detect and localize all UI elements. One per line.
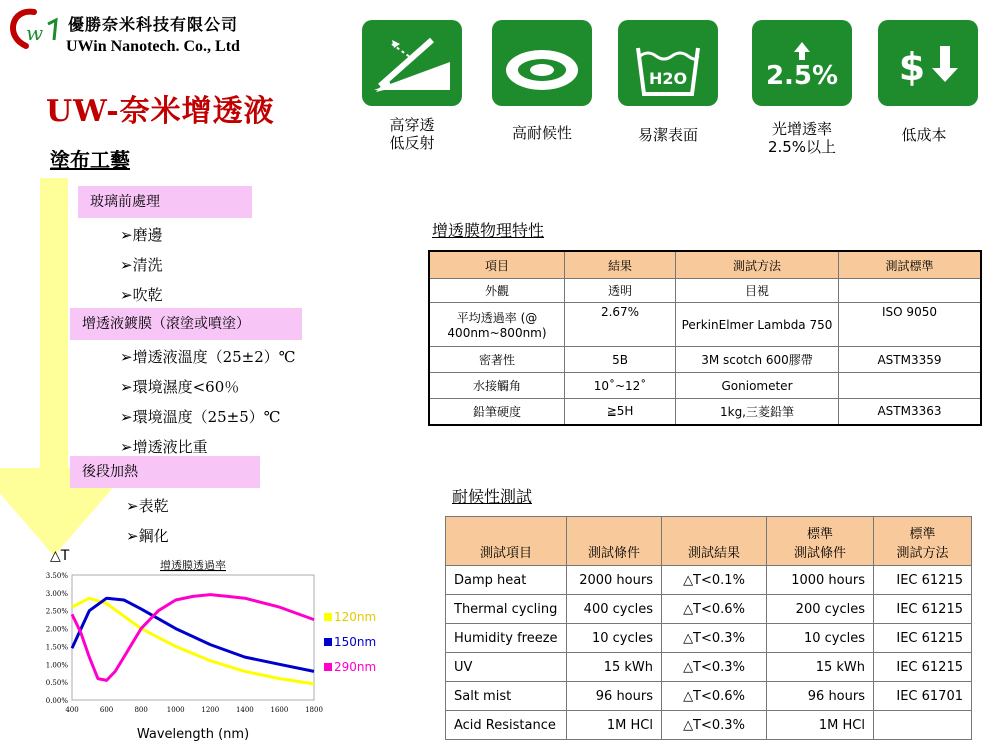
table-cell: △T<0.3% (662, 653, 767, 682)
x-tick-label: 1800 (305, 706, 323, 714)
table-row (446, 711, 972, 740)
table-cell: UV (446, 653, 567, 682)
y-tick-label: 2.50% (45, 607, 68, 616)
process-item: ➢環境濕度<60％ (120, 378, 240, 396)
chart-title: 增透膜透過率 (160, 559, 226, 572)
physical-properties-table (428, 250, 982, 426)
h2o-basin-icon (618, 20, 718, 106)
svg-text:2.5%: 2.5% (765, 61, 839, 91)
weather-test-table (445, 516, 972, 740)
x-tick-label: 800 (134, 706, 148, 714)
table-cell: Thermal cycling (446, 595, 567, 624)
process-item: ➢增透液溫度（25±2）℃ (120, 348, 296, 366)
process-step-3: 後段加熱 (70, 456, 260, 488)
table-row: 水接觸角 10˚~12˚ Goniometer (429, 373, 981, 399)
table-row: 鉛筆硬度 ≧5H 1kg,三菱鉛筆 ASTM3363 (429, 399, 981, 425)
table-cell: 1000 hours (767, 566, 874, 595)
feature-label-2: 高耐候性 (511, 124, 572, 142)
y-tick-label: 0.00% (45, 697, 68, 705)
y-axis-label: △T (50, 548, 70, 564)
anti-reflection-icon (362, 20, 462, 106)
x-tick-label: 400 (65, 706, 79, 714)
table-cell: 10 cycles (767, 624, 874, 653)
main-title: UW-奈米增透液 (46, 94, 275, 129)
y-tick-label: 0.50% (45, 679, 68, 688)
feature-label-3: 易潔表面 (637, 126, 698, 144)
y-tick-label: 3.00% (45, 589, 68, 598)
table-row (446, 653, 972, 682)
svg-text:$: $ (898, 45, 926, 89)
table-cell: △T<0.3% (662, 711, 767, 740)
legend-swatch (324, 663, 332, 671)
process-step-2: 增透液鍍膜（滾塗或噴塗） (70, 308, 302, 340)
table-cell: 400 cycles (567, 595, 662, 624)
table-cell: 200 cycles (767, 595, 874, 624)
y-tick-label: 1.50% (45, 643, 68, 652)
x-tick-label: 1600 (270, 706, 289, 714)
table-cell: 2000 hours (567, 566, 662, 595)
table-row: 密著性 5B 3M scotch 600膠帶 ASTM3359 (429, 347, 981, 373)
y-tick-label: 3.50% (45, 572, 68, 580)
logo-letter: w (26, 21, 44, 45)
table-cell: 1M HCl (567, 711, 662, 740)
table-cell: 96 hours (567, 682, 662, 711)
x-tick-label: 1400 (235, 706, 254, 714)
feature-label-1: 高穿透 低反射 (389, 116, 435, 152)
weather-disc-icon (492, 20, 592, 106)
svg-text:H2O: H2O (648, 69, 688, 88)
table-cell: 15 kWh (767, 653, 874, 682)
transmittance-up-icon (752, 20, 852, 106)
column-header: 測試結果 (662, 517, 767, 566)
physical-table-title: 增透膜物理特性 (432, 221, 545, 240)
table-cell: IEC 61215 (874, 566, 972, 595)
y-tick-label: 1.00% (45, 661, 68, 670)
table-cell: 10 cycles (567, 624, 662, 653)
transmittance-chart (28, 546, 388, 746)
process-item: ➢增透液比重 (120, 438, 208, 456)
table-row: 外觀 透明 目視 (429, 279, 981, 303)
table-cell: Acid Resistance (446, 711, 567, 740)
section-title: 塗布工藝 (50, 148, 130, 172)
table-cell: 96 hours (767, 682, 874, 711)
table-cell: 15 kWh (567, 653, 662, 682)
column-header: 標準 測試方法 (874, 517, 972, 566)
legend-label: 290nm (334, 660, 377, 674)
table-row (446, 682, 972, 711)
table-cell: 1M HCl (767, 711, 874, 740)
table-cell: △T<0.6% (662, 682, 767, 711)
legend-swatch (324, 638, 332, 646)
table-cell: △T<0.6% (662, 595, 767, 624)
column-header: 標準 測試條件 (767, 517, 874, 566)
table-cell: △T<0.3% (662, 624, 767, 653)
table-cell: Salt mist (446, 682, 567, 711)
table-cell: Damp heat (446, 566, 567, 595)
table-cell: IEC 61701 (874, 682, 972, 711)
table-cell: IEC 61215 (874, 595, 972, 624)
feature-label-4: 光增透率 2.5%以上 (767, 120, 837, 156)
feature-label-5: 低成本 (901, 126, 947, 144)
column-header: 測試標準 (839, 251, 982, 279)
process-item: ➢磨邊 (120, 226, 163, 244)
process-item: ➢環境溫度（25±5）℃ (120, 408, 281, 426)
table-row (446, 595, 972, 624)
table-cell: △T<0.1% (662, 566, 767, 595)
legend-swatch (324, 613, 332, 621)
process-step-1: 玻璃前處理 (78, 186, 252, 218)
process-item: ➢表乾 (126, 497, 169, 515)
legend-label: 120nm (334, 610, 377, 624)
legend-label: 150nm (334, 635, 377, 649)
column-header: 測試方法 (676, 251, 839, 279)
x-tick-label: 1000 (166, 706, 185, 714)
table-row (446, 566, 972, 595)
table-row (446, 624, 972, 653)
column-header: 測試項目 (446, 517, 567, 566)
low-cost-icon (878, 20, 978, 106)
x-axis-label: Wavelength (nm) (136, 727, 250, 742)
table-cell: Humidity freeze (446, 624, 567, 653)
process-item: ➢鋼化 (126, 527, 169, 545)
process-item: ➢清洗 (120, 256, 163, 274)
x-tick-label: 600 (99, 706, 114, 714)
table-cell (874, 711, 972, 740)
table-cell: IEC 61215 (874, 624, 972, 653)
company-name-en: UWin Nanotech. Co., Ltd (66, 38, 240, 55)
y-tick-label: 2.00% (45, 625, 68, 634)
column-header: 測試條件 (567, 517, 662, 566)
column-header: 結果 (565, 251, 676, 279)
company-name-cn: 優勝奈米科技有限公司 (68, 15, 239, 34)
table-row: 平均透過率 (@ 400nm~800nm) 2.67% PerkinElmer Lambda 750 ISO 9050 (429, 303, 981, 347)
table-cell: IEC 61215 (874, 653, 972, 682)
company-logo (4, 6, 66, 50)
process-item: ➢吹乾 (120, 286, 163, 304)
weather-table-title: 耐候性測試 (452, 487, 533, 506)
column-header: 項目 (429, 251, 565, 279)
x-tick-label: 1200 (201, 706, 220, 714)
